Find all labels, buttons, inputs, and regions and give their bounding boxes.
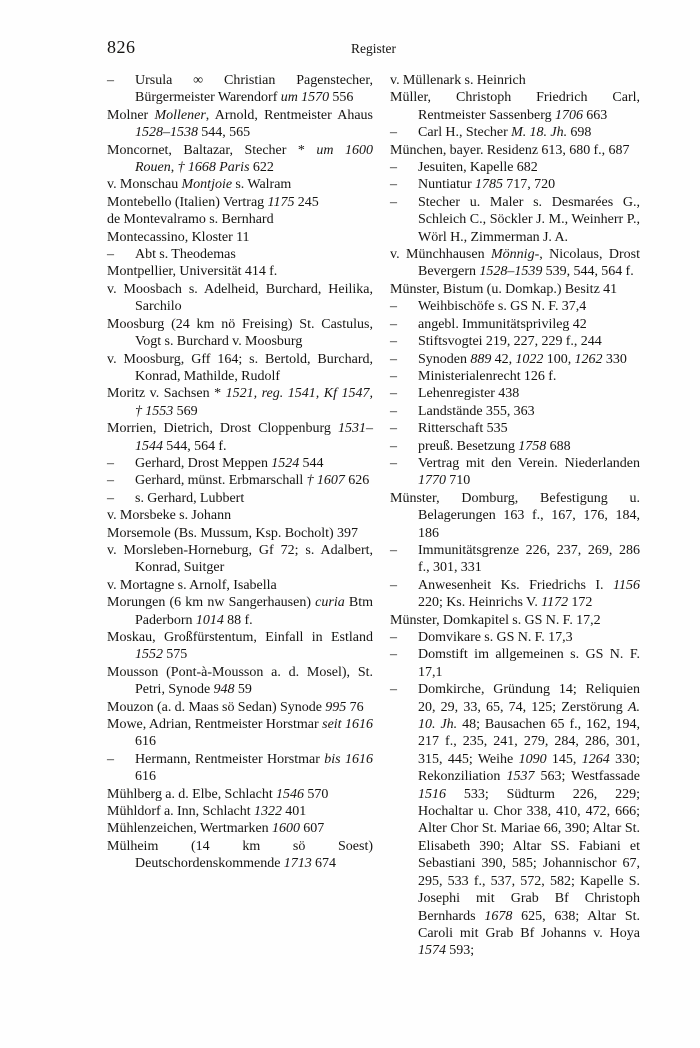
- index-entry: Moritz v. Sachsen * 1521, reg. 1541, Kf 1547, † 1553 569: [107, 386, 373, 419]
- entry-dash: –: [390, 542, 397, 558]
- italic-text: 1758: [518, 438, 547, 454]
- index-entry: v. Monschau Montjoie s. Walram: [107, 177, 292, 193]
- index-entry: Mouzon (a. d. Maas sö Sedan) Synode 995 76: [107, 699, 364, 715]
- index-entry: Münster, Domkapitel s. GS N. F. 17,2: [390, 612, 601, 628]
- index-entry: – Jesuiten, Kapelle 682: [390, 160, 538, 176]
- italic-text: bis 1616: [324, 751, 374, 767]
- entry-dash: –: [107, 490, 114, 506]
- italic-text: 1172: [541, 595, 569, 611]
- index-entry: – Nuntiatur 1785 717, 720: [390, 177, 556, 193]
- running-title: Register: [351, 41, 396, 56]
- index-entry: Müller, Christoph Friedrich Carl, Rentmeister Sassenberg 1706 663: [390, 90, 640, 123]
- index-entry: – Gerhard, münst. Erbmarschall † 1607 626: [107, 473, 370, 489]
- entry-dash: –: [390, 647, 397, 663]
- index-entry: – Hermann, Rentmeister Horstmar bis 1616 616: [107, 751, 374, 785]
- index-entry: v. Moosburg, Gff 164; s. Bertold, Burchard, Konrad, Mathilde, Rudolf: [107, 351, 373, 384]
- index-entry: Montecassino, Kloster 11: [107, 229, 250, 245]
- index-entry: Morungen (6 km nw Sangerhausen) curia Btm Paderborn 1014 88 f.: [107, 595, 374, 628]
- italic-text: 1574: [418, 943, 446, 959]
- index-entry: Molner Mollener, Arnold, Rentmeister Ahaus 1528–1538 544, 565: [107, 107, 373, 141]
- italic-text: 1322: [253, 804, 282, 820]
- index-entry: – angebl. Immunitätsprivileg 42: [390, 316, 587, 332]
- page-header: [107, 36, 640, 58]
- index-entry: v. Moosbach s. Adelheid, Burchard, Heilika, Sarchilo: [107, 281, 373, 315]
- italic-text: 1516: [418, 786, 446, 802]
- index-entry: Montpellier, Universität 414 f.: [107, 264, 278, 280]
- index-entry: Münster, Bistum (u. Domkap.) Besitz 41: [390, 281, 618, 297]
- italic-text: 1022: [515, 351, 544, 367]
- entry-dash: –: [390, 577, 397, 593]
- italic-text: Mönnig-: [491, 247, 540, 263]
- italic-text: Mollener: [154, 107, 206, 123]
- page-number: 826: [107, 37, 136, 57]
- entry-dash: –: [390, 630, 397, 645]
- index-entry: – s. Gerhard, Lubbert: [107, 490, 245, 506]
- italic-text: † 1668 Paris: [177, 160, 250, 176]
- index-entry: de Montevalramo s. Bernhard: [107, 212, 274, 228]
- italic-text: 1785: [474, 177, 503, 193]
- entry-dash: –: [107, 455, 114, 471]
- entry-dash: –: [390, 421, 397, 437]
- italic-text: Montjoie: [181, 177, 233, 193]
- entry-dash: –: [107, 473, 114, 489]
- index-entry: v. Morsleben-Horneburg, Gf 72; s. Adalbert, Konrad, Suitger: [107, 542, 373, 576]
- index-entry: Moosburg (24 km nö Freising) St. Castulus, Vogt s. Burchard v. Moosburg: [107, 316, 373, 350]
- italic-text: 1713: [283, 856, 312, 872]
- index-entry: Mühlenzeichen, Wertmarken 1600 607: [107, 821, 325, 837]
- index-column-left: [107, 72, 373, 873]
- entry-dash: –: [390, 194, 397, 210]
- entry-dash: –: [390, 386, 397, 402]
- index-entry: – Carl H., Stecher M. 18. Jh. 698: [390, 125, 592, 141]
- index-entry: Moncornet, Baltazar, Stecher * um 1600 Rouen, † 1668 Paris 622: [107, 142, 373, 176]
- italic-text: 1678: [484, 908, 513, 924]
- index-entry: Montebello (Italien) Vertrag 1175 245: [107, 194, 319, 210]
- index-entry: – Synoden 889 42, 1022 100, 1262 330: [390, 351, 627, 367]
- italic-text: 1528–1538: [135, 125, 198, 141]
- index-entry: Morsemole (Bs. Mussum, Ksp. Bocholt) 397: [107, 525, 359, 541]
- entry-dash: –: [390, 455, 397, 471]
- index-entry: Mülheim (14 km sö Soest) Deutschordenskommende 1713 674: [107, 838, 373, 872]
- italic-text: 1528–1539: [479, 264, 543, 280]
- italic-text: 1175: [267, 194, 295, 210]
- italic-text: 1014: [195, 612, 224, 628]
- index-entry: – Immunitätsgrenze 226, 237, 269, 286 f., 301, 331: [390, 542, 640, 576]
- italic-text: M. 18. Jh.: [511, 125, 568, 141]
- index-entry: – preuß. Besetzung 1758 688: [390, 438, 571, 454]
- index-entry: Mousson (Pont-à-Mousson a. d. Mosel), St. Petri, Synode 948 59: [107, 664, 373, 698]
- index-entry: Mowe, Adrian, Rentmeister Horstmar seit 1616 616: [107, 717, 373, 750]
- italic-text: A. 10. Jh.: [418, 699, 640, 733]
- italic-text: 1600: [271, 821, 300, 837]
- index-entry: – Gerhard, Drost Meppen 1524 544: [107, 455, 324, 471]
- index-entry: – Landstände 355, 363: [390, 403, 535, 419]
- index-entry: – Abt s. Theodemas: [107, 247, 236, 263]
- index-entry: München, bayer. Residenz 613, 680 f., 687: [390, 142, 630, 158]
- entry-dash: –: [390, 299, 397, 315]
- entry-dash: –: [390, 351, 397, 367]
- italic-text: 995: [325, 699, 347, 715]
- index-entry: – Lehenregister 438: [390, 386, 520, 402]
- index-entry: v. Mortagne s. Arnolf, Isabella: [107, 577, 277, 593]
- italic-text: 1521, reg. 1541, Kf 1547, † 1553: [135, 386, 373, 419]
- index-entry: – Weihbischöfe s. GS N. F. 37,4: [390, 299, 587, 315]
- index-entry: – Ritterschaft 535: [390, 421, 508, 437]
- italic-text: 1090: [518, 751, 547, 767]
- index-entry: Mühldorf a. Inn, Schlacht 1322 401: [107, 804, 307, 820]
- italic-text: 948: [213, 682, 235, 698]
- index-entry: Mühlberg a. d. Elbe, Schlacht 1546 570: [107, 786, 329, 802]
- italic-text: 889: [470, 351, 492, 367]
- italic-text: 1524: [271, 455, 300, 471]
- entry-dash: –: [390, 334, 397, 350]
- entry-dash: –: [107, 751, 114, 767]
- index-entry: – Stiftsvogtei 219, 227, 229 f., 244: [390, 334, 602, 350]
- index-entry: – Ministerialenrecht 126 f.: [390, 368, 557, 384]
- index-column-right: [390, 72, 640, 960]
- entry-dash: –: [390, 160, 397, 176]
- index-entry: v. Müllenark s. Heinrich: [390, 73, 526, 88]
- index-entry: Münster, Domburg, Befestigung u. Belagerungen 163 f., 167, 176, 184, 186: [390, 490, 640, 541]
- italic-text: 1537: [506, 769, 535, 785]
- index-entry: – Domstift im allgemeinen s. GS N. F. 17,1: [390, 647, 640, 680]
- entry-dash: –: [107, 247, 114, 263]
- italic-text: seit 1616: [322, 717, 373, 733]
- index-entry: v. Morsbeke s. Johann: [107, 508, 232, 524]
- italic-text: 1706: [554, 107, 583, 123]
- index-entry: – Anwesenheit Ks. Friedrichs I. 1156 220; Ks. Heinrichs V. 1172 172: [390, 577, 640, 611]
- index-entry: – Vertrag mit den Verein. Niederlanden 1770 710: [390, 455, 640, 489]
- entry-dash: –: [390, 177, 397, 193]
- index-entry: Morrien, Dietrich, Drost Cloppenburg 1531–1544 544, 564 f.: [107, 421, 373, 454]
- entry-dash: –: [390, 368, 397, 384]
- italic-text: 1546: [276, 786, 305, 802]
- entry-dash: –: [390, 438, 397, 454]
- italic-text: † 1607: [306, 473, 345, 489]
- index-entry: – Domkirche, Gründung 14; Reliquien 20, 29, 33, 65, 74, 125; Zerstörung A. 10. Jh. 48; Bausachen 65 f., 162, 194, 217 f., 235, 241, 279, 284, 286, 301, 315, 445; Weihe 1090 145, 1264 330; Rekonziliation 1537 563; Westfassade 1516 533; Südturm 226, 229; Hochaltar u. Chor 338, 410, 472, 666; Alter Chor St. Mariae 66, 390; Altar St. Elisabeth 390; Altar SS. Fabiani et Sebastiani 390, 585; Johannischor 67, 295, 533 f., 537, 572, 582; Kapelle S. Josephi mit Grab Bf Christoph Bernhards 1678 625, 638; Altar St. Caroli mit Grab Bf Johanns v. Hoya 1574 593;: [390, 682, 640, 959]
- entry-dash: –: [390, 125, 397, 141]
- index-entry: Moskau, Großfürstentum, Einfall in Estland 1552 575: [107, 630, 373, 663]
- italic-text: um 1570: [280, 90, 330, 106]
- italic-text: 1770: [418, 473, 446, 489]
- entry-dash: –: [390, 682, 397, 698]
- index-entry: – Ursula ∞ Christian Pagenstecher, Bürgermeister Warendorf um 1570 556: [107, 73, 373, 106]
- entry-dash: –: [390, 403, 397, 419]
- italic-text: 1531–1544: [135, 421, 373, 454]
- italic-text: curia: [315, 595, 345, 611]
- italic-text: 1552: [135, 647, 163, 663]
- italic-text: um 1600 Rouen: [135, 142, 373, 176]
- italic-text: 1262: [574, 351, 603, 367]
- entry-dash: –: [390, 316, 397, 332]
- entry-dash: –: [107, 73, 114, 88]
- index-entry: – Stecher u. Maler s. Desmarées G., Schleich C., Söckler J. M., Weinherr P., Wörl H., Zimmerman J. A.: [390, 194, 640, 245]
- index-entry: v. Münchhausen Mönnig-, Nicolaus, Drost Bevergern 1528–1539 539, 544, 564 f.: [390, 247, 640, 280]
- index-entry: – Domvikare s. GS N. F. 17,3: [390, 630, 573, 645]
- italic-text: 1264: [581, 751, 610, 767]
- italic-text: 1156: [613, 577, 640, 593]
